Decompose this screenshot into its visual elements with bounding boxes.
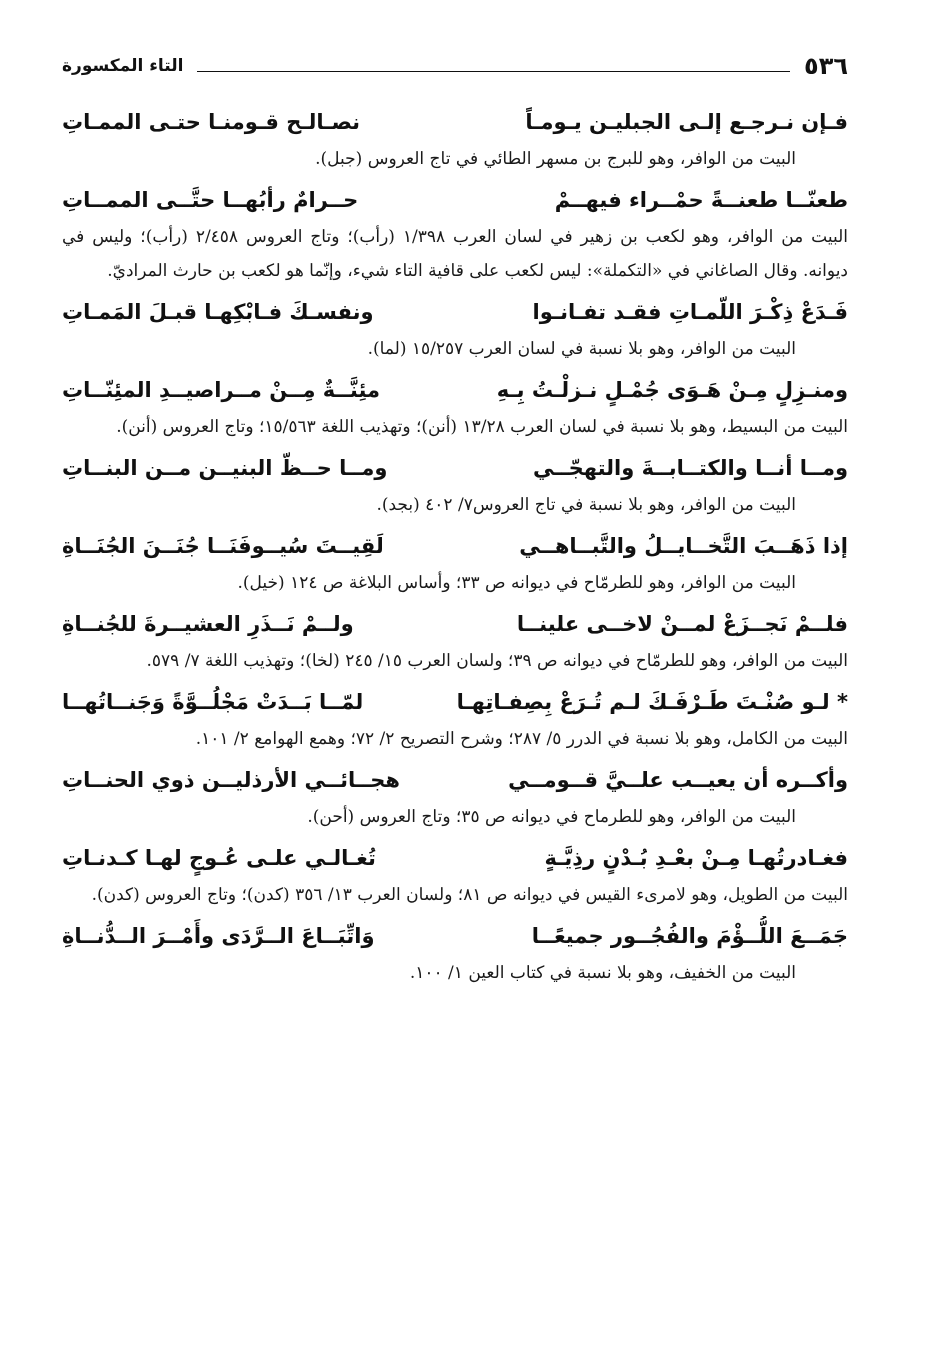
book-page	[62, 48, 848, 994]
first-hemistich: إذا ذَهَــبَ التَّخــايــلُ والتَّبــاهــي	[519, 534, 848, 558]
verse-entry	[62, 604, 848, 678]
verse-line	[62, 838, 848, 878]
second-hemistich: وَاتِّبَــاعَ الــرَّدَى وأَمْــرَ الــدُّنــاةِ	[62, 924, 375, 948]
source-note: البيت من الوافر، وهو للطرماح في ديوانه ص ٣٥؛ وتاج العروس (أحن).	[307, 807, 796, 827]
second-hemistich: تُغـالـي علـى عُـوجٍ لهـا كـدنـاتِ	[62, 846, 376, 870]
running-title: التاء المكسورة	[62, 56, 184, 76]
first-hemistich: فـإن نـرجـع إلـى الجبليـن يـومـاً	[525, 110, 848, 134]
second-hemistich: نصـالـح قـومنـا حتـى الممـاتِ	[62, 110, 361, 134]
verse-line	[62, 682, 848, 722]
verse-entry	[62, 916, 848, 990]
source-note: البيت من الوافر، وهو للطرمّاح في ديوانه ص ٣٩؛ ولسان العرب ١٥/ ٢٤٥ (لخا)؛ وتهذيب اللغة ٧/ ٥٧٩.	[146, 651, 848, 671]
second-hemistich: لمّــا بَــدَتْ مَجْلُــوَّةً وَجَنــاتُهــا	[62, 690, 364, 714]
source-note: البيت من الوافر، وهو بلا نسبة في تاج العروس٧/ ٤٠٢ (بجد).	[376, 495, 796, 515]
first-hemistich: جَمَــعَ اللُّــؤْمَ والفُجُــور جميعًــا	[531, 924, 848, 948]
second-hemistich: حــرامٌ رأبُهــا حتَّــى الممــاتِ	[62, 188, 359, 212]
first-hemistich: فغـادرتُهـا مِـنْ بعْـدِ بُـدْنٍ رذِيَّـةٍ	[544, 846, 848, 870]
source-note: البيت من الخفيف، وهو بلا نسبة في كتاب العين ١/ ١٠٠.	[409, 963, 796, 983]
verse-entry	[62, 292, 848, 366]
source-note: البيت من البسيط، وهو بلا نسبة في لسان العرب ١٣/٢٨ (أنن)؛ وتهذيب اللغة ١٥/٥٦٣؛ وتاج العروس (أنن).	[116, 417, 848, 437]
verse-entry	[62, 370, 848, 444]
verse-entry	[62, 448, 848, 522]
verse-entry	[62, 682, 848, 756]
second-hemistich: ونفسـكَ فـابْكِهـا قبـلَ المَمـاتِ	[62, 300, 374, 324]
second-hemistich: لَقِيــتَ سُيــوفَنَــا جُنَــنَ الجُنَــاةِ	[62, 534, 384, 558]
first-hemistich: ومــا أنــا والكتــابــةَ والتهجّــي	[533, 456, 848, 480]
verse-entry	[62, 180, 848, 288]
verse-line	[62, 180, 848, 220]
second-hemistich: ومــا حــظّ البنيــن مــن البنــاتِ	[62, 456, 388, 480]
source-note: البيت من الطويل، وهو لامرىء القيس في ديوانه ص ٨١؛ ولسان العرب ١٣/ ٣٥٦ (كدن)؛ وتاج العروس (كدن).	[91, 885, 848, 905]
verse-line	[62, 292, 848, 332]
source-note: البيت من الوافر، وهو لكعب بن زهير في لسان العرب ١/٣٩٨ (رأب)؛ وتاج العروس ٢/٤٥٨ (رأب)؛ وليس في ديوانه. وقال الصاغاني في «التكملة»: ليس لكعب على قافية التاء شيء، وإنّما هو لكعب بن حارث المراديّ.	[62, 227, 849, 281]
second-hemistich: ولــمْ نَــذَرِ العشيــرةَ للجُنــاةِ	[62, 612, 354, 636]
source-note: البيت من الكامل، وهو بلا نسبة في الدرر ٥/ ٢٨٧؛ وشرح التصريح ٢/ ٧٢؛ وهمع الهوامع ٢/ ١٠١.	[195, 729, 848, 749]
first-hemistich: * لـو صُنْـتَ طَـرْفَـكَ لـم تُـرَعْ بِصِفـاتِهـا	[456, 690, 848, 714]
first-hemistich: فلــمْ نَجــزَعْ لمــنْ لاخــى علينــا	[516, 612, 848, 636]
verse-line	[62, 604, 848, 644]
first-hemistich: وأكــره أن يعيــب علــيَّ قــومــي	[508, 768, 848, 792]
first-hemistich: طعنّــا طعنــةً حمْــراء فيهــمْ	[554, 188, 848, 212]
source-note: البيت من الوافر، وهو للطرمّاح في ديوانه ص ٣٣؛ وأساس البلاغة ص ١٢٤ (خيل).	[237, 573, 796, 593]
verse-line	[62, 102, 848, 142]
verse-line	[62, 760, 848, 800]
verse-entry	[62, 838, 848, 912]
header-rule	[197, 71, 790, 72]
verse-entry	[62, 760, 848, 834]
first-hemistich: فَـدَعْ ذِكْـرَ اللّمـاتِ فقـد تفـانـوا	[532, 300, 848, 324]
second-hemistich: هجــائــي الأرذليــن ذوي الحنــاتِ	[62, 768, 400, 792]
verse-entry	[62, 102, 848, 176]
page-header	[62, 48, 848, 84]
verse-line	[62, 916, 848, 956]
verse-line	[62, 448, 848, 488]
source-note: البيت من الوافر، وهو للبرج بن مسهر الطائي في تاج العروس (جبل).	[315, 149, 796, 169]
verse-line	[62, 526, 848, 566]
page-number: ٥٣٦	[804, 52, 848, 80]
first-hemistich: ومنـزِلٍ مِـنْ هَـوَى جُمْـلٍ نـزلْـتُ بِـهِ	[496, 378, 848, 402]
verse-line	[62, 370, 848, 410]
source-note: البيت من الوافر، وهو بلا نسبة في لسان العرب ١٥/٢٥٧ (لما).	[367, 339, 796, 359]
verse-entry	[62, 526, 848, 600]
second-hemistich: مئِنَّــةٌ مِــنْ مــراصيــدِ المئِنّــاتِ	[62, 378, 381, 402]
